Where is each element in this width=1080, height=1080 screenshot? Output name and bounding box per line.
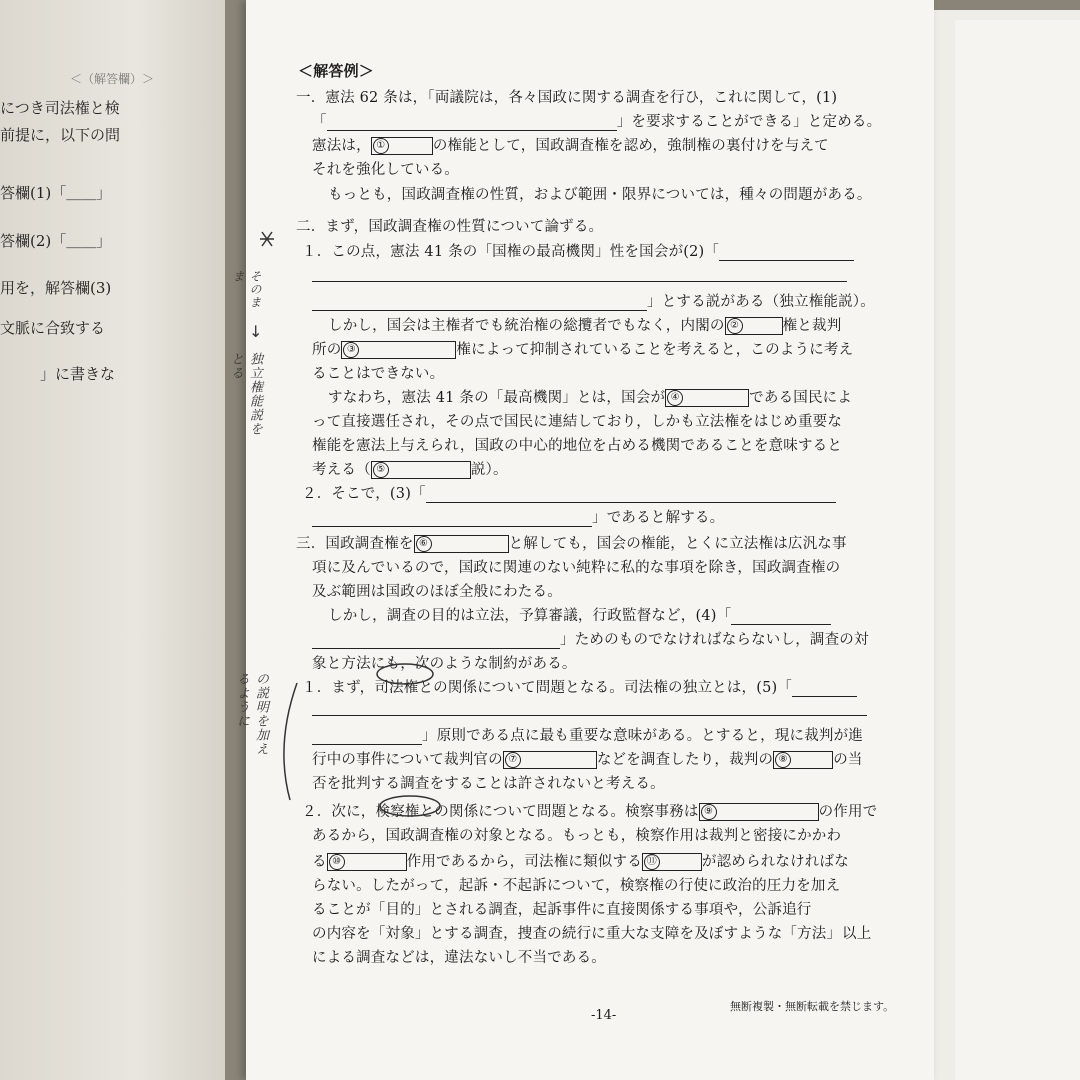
answer-box-11[interactable]: ⑪ — [642, 853, 702, 871]
answer-blank-4-end[interactable] — [312, 633, 560, 649]
answer-box-3[interactable]: ③ — [341, 341, 456, 359]
answer-box-1[interactable]: ① — [371, 137, 433, 155]
text-line: ることはできない。 — [312, 366, 445, 382]
answer-blank-3[interactable] — [426, 487, 836, 503]
document-page — [246, 0, 934, 1080]
text-line: の内容を「対象」とする調査，捜査の続行に重大な支障を及ぼすような「方法」 — [312, 926, 842, 942]
answer-blank-line[interactable] — [312, 700, 867, 716]
left-page-line: 」に書きな — [40, 365, 116, 383]
answer-box-10[interactable]: ⑩ — [327, 853, 407, 871]
text-line: 「 」を要求することができる」と定める。 — [312, 114, 882, 130]
text-line: 象と方法にも，次のような制約がある。 — [312, 656, 577, 672]
text-line: 以上 — [842, 926, 872, 942]
answer-blank-2-end[interactable] — [312, 295, 647, 311]
answer-blank-4[interactable] — [731, 609, 831, 625]
text-line: 行中の事件について裁判官の ⑦ などを調査したり，裁判の ⑧ の当 — [312, 752, 863, 768]
text-line: すなわち，憲法 41 条の「最高機関」とは，国会が ④ である国民によ — [328, 390, 853, 406]
answer-box-8[interactable]: ⑧ — [773, 751, 833, 769]
handwritten-arrow: ↓ — [249, 322, 264, 341]
answer-blank-1[interactable] — [327, 115, 617, 131]
text-line: 憲法は， ① の権能として，国政調査権を認め，強制権の裏付けを与えて — [312, 138, 829, 154]
copyright-notice: 無断複製・無断転載を禁じます。 — [730, 1000, 895, 1013]
page-heading: ＜解答例＞ — [298, 62, 375, 80]
handwritten-note: そのまま — [231, 270, 262, 309]
text-line: って直接選任され，その点で国民に連結しており，しかも立法権をはじめ重要な — [312, 414, 843, 430]
text-line: る ⑩ 作用であるから，司法権に類似する ⑪ が認められなければな — [312, 854, 849, 870]
left-page — [0, 0, 225, 1080]
left-page-line: ＜（解答欄）＞ — [70, 72, 155, 86]
text-line: らない。したがって，起訴・不起訴について，検察権の行使に政治的圧力を加え — [312, 878, 841, 894]
text-line: 権能を憲法上与えられ，国政の中心的地位を占める機関であることを意味すると — [312, 438, 843, 454]
answer-box-4[interactable]: ④ — [665, 389, 749, 407]
text-line: 」ためのものでなければならないし，調査の対 — [312, 628, 869, 649]
handwritten-note: 独立権能説をとる — [228, 352, 262, 436]
handwritten-note: の説明を加えるように — [234, 672, 268, 756]
text-line: 項に及んでいるので，国政に関連のない純粋に私的な事項を除き，国政調査権の — [312, 560, 841, 576]
left-page-line: につき司法権と検 — [0, 99, 120, 117]
text-line: しかし，国会は主権者でも統治権の総攬者でもなく，内閣の ② 権と裁判 — [328, 318, 842, 334]
text-line: 」原則である点に最も重要な意味がある。とすると，現に裁判が進 — [312, 724, 863, 745]
text-line: ２．次に，検察権との関係について問題となる。検察事務は ⑨ の作用で — [302, 804, 878, 820]
answer-box-6[interactable]: ⑥ — [414, 535, 509, 553]
text-line: 三．国政調査権を ⑥ と解しても，国会の権能，とくに立法権は広汎な事 — [296, 536, 847, 552]
answer-blank-5-end[interactable] — [312, 729, 422, 745]
text-line: 」とする説がある（独立権能説）。 — [312, 290, 875, 311]
text-line: もっとも，国政調査権の性質，および範囲・限界については，種々の問題がある。 — [328, 187, 872, 203]
text-line: による調査などは，違法ないし不当である。 — [312, 950, 606, 966]
answer-blank-5[interactable] — [792, 681, 857, 697]
answer-blank-line[interactable] — [312, 266, 847, 282]
answer-box-7[interactable]: ⑦ — [503, 751, 597, 769]
text-line: 所の ③ 権によって抑制されていることを考えると，このように考え — [312, 342, 854, 358]
answer-box-9[interactable]: ⑨ — [699, 803, 819, 821]
left-page-line: 答欄(2)「＿＿」 — [0, 232, 112, 250]
text-line: それを強化している。 — [312, 162, 459, 178]
text-line: ることが「目的」とされる調査，起訴事件に直接関係する事項や，公訴追行 — [312, 902, 812, 918]
text-line: １．この点，憲法 41 条の「国権の最高機関」性を国会が(2)「 — [302, 240, 854, 261]
text-line: 」であると解する。 — [312, 506, 724, 527]
page-number: -14- — [591, 1008, 617, 1023]
answer-blank-3-end[interactable] — [312, 511, 592, 527]
left-page-line: 用を，解答欄(3) — [0, 279, 112, 297]
page-stack — [955, 20, 1080, 1080]
text-line: しかし，調査の目的は立法，予算審議，行政監督など，(4)「 — [328, 604, 831, 625]
left-page-line: 答欄(1)「＿＿」 — [0, 184, 112, 202]
text-line: 考える（ ⑤ 説）。 — [312, 462, 508, 478]
left-page-line: 前提に，以下の問 — [0, 126, 121, 144]
answer-box-5[interactable]: ⑤ — [371, 461, 471, 479]
text-line: １．まず，司法権との関係について問題となる。司法権の独立とは，(5)「 — [302, 676, 857, 697]
text-line: ２．そこで，(3)「 — [302, 482, 836, 503]
answer-box-2[interactable]: ② — [725, 317, 783, 335]
text-line: 二．まず，国政調査権の性質について論ずる。 — [296, 219, 604, 235]
left-page-line: 文脈に合致する — [0, 319, 106, 337]
text-line: 一．憲法 62 条は，「両議院は，各々国政に関する調査を行ひ，これに関して，(1) — [296, 90, 838, 106]
answer-blank-2[interactable] — [719, 245, 854, 261]
text-line: 及ぶ範囲は国政のほぼ全般にわたる。 — [312, 584, 562, 600]
text-line: 否を批判する調査をすることは許されないと考える。 — [312, 776, 665, 792]
text-line: あるから，国政調査権の対象となる。もっとも，検察作用は裁判と密接にかかわ — [312, 828, 842, 844]
